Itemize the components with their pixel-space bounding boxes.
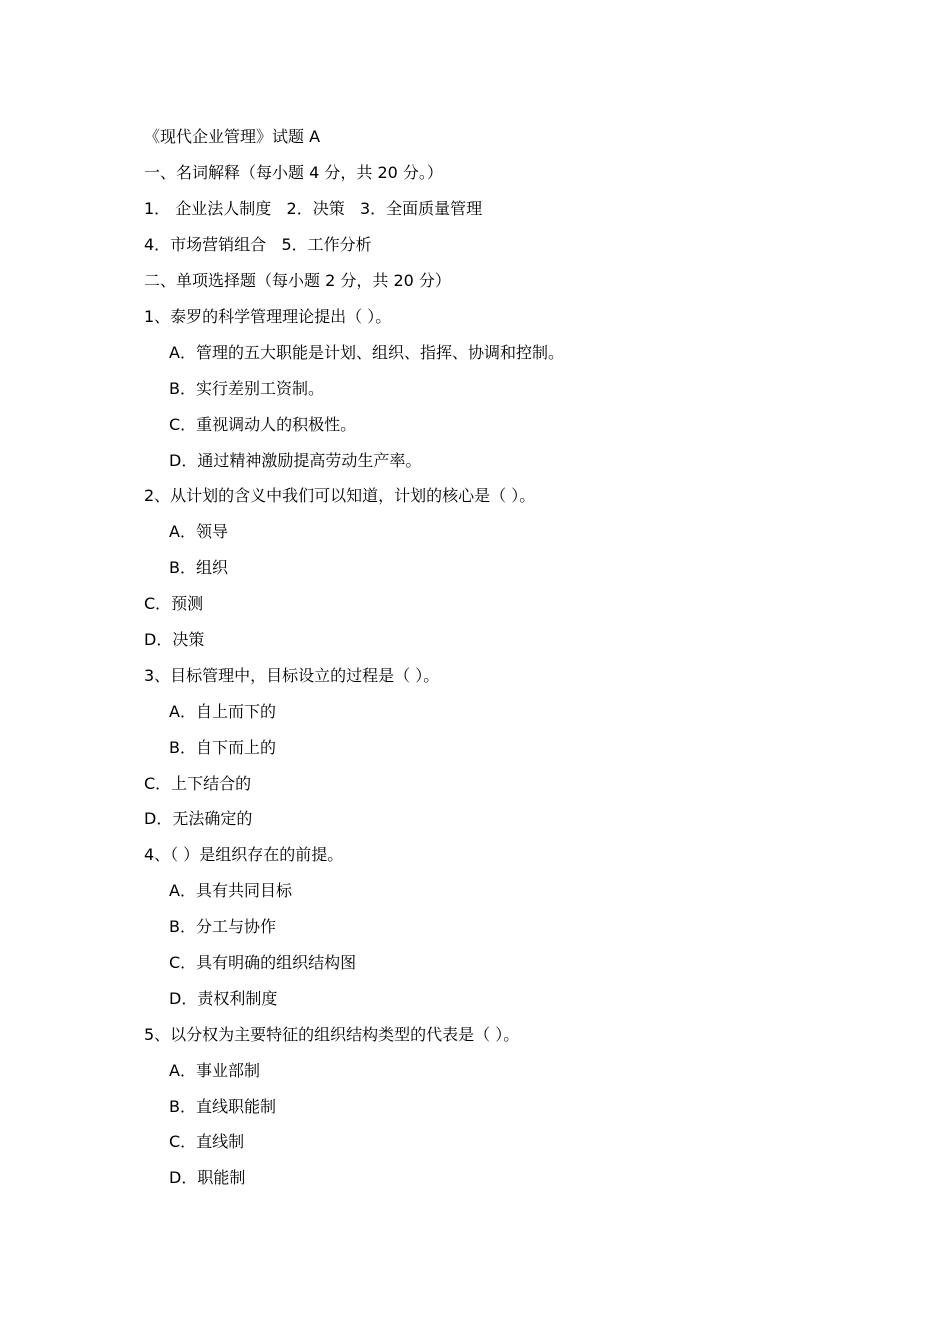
question-2-stem: 2、从计划的含义中我们可以知道，计划的核心是（ ）。 [144,486,536,505]
question-4-option-d: D．责权利制度 [169,989,278,1008]
question-5-option-c: C．直线制 [169,1132,245,1151]
terms-line-1: 1． 企业法人制度 2．决策 3．全面质量管理 [144,199,483,218]
question-2-option-a: A．领导 [169,522,228,541]
question-1-option-a: A．管理的五大职能是计划、组织、指挥、协调和控制。 [169,343,564,362]
question-4-option-c: C．具有明确的组织结构图 [169,953,357,972]
question-5-option-d: D．职能制 [169,1168,246,1187]
section-2-heading: 二、单项选择题（每小题 2 分，共 20 分） [144,271,451,290]
question-4-option-a: A．具有共同目标 [169,881,292,900]
question-4-option-b: B．分工与协作 [169,917,276,936]
question-2-option-b: B．组织 [169,558,228,577]
question-1-option-d: D．通过精神激励提高劳动生产率。 [169,451,422,470]
question-1-option-c: C．重视调动人的积极性。 [169,415,357,434]
terms-line-2: 4．市场营销组合 5．工作分析 [144,235,372,254]
question-3-option-c: C．上下结合的 [144,774,252,793]
question-5-option-b: B．直线职能制 [169,1097,276,1116]
question-5-option-a: A．事业部制 [169,1061,260,1080]
question-3-option-b: B．自下而上的 [169,738,276,757]
question-1-option-b: B．实行差别工资制。 [169,379,324,398]
question-2-option-c: C．预测 [144,594,204,613]
question-3-stem: 3、目标管理中，目标设立的过程是（ ）。 [144,666,440,685]
exam-title: 《现代企业管理》试题 A [144,127,321,146]
question-1-stem: 1、泰罗的科学管理理论提出（ ）。 [144,307,392,326]
question-3-option-d: D．无法确定的 [144,809,253,828]
section-1-heading: 一、名词解释（每小题 4 分，共 20 分。） [144,163,443,182]
question-5-stem: 5、以分权为主要特征的组织结构类型的代表是（ ）。 [144,1025,520,1044]
question-3-option-a: A．自上而下的 [169,702,276,721]
question-4-stem: 4、（ ）是组织存在的前提。 [144,845,344,864]
question-2-option-d: D．决策 [144,630,205,649]
